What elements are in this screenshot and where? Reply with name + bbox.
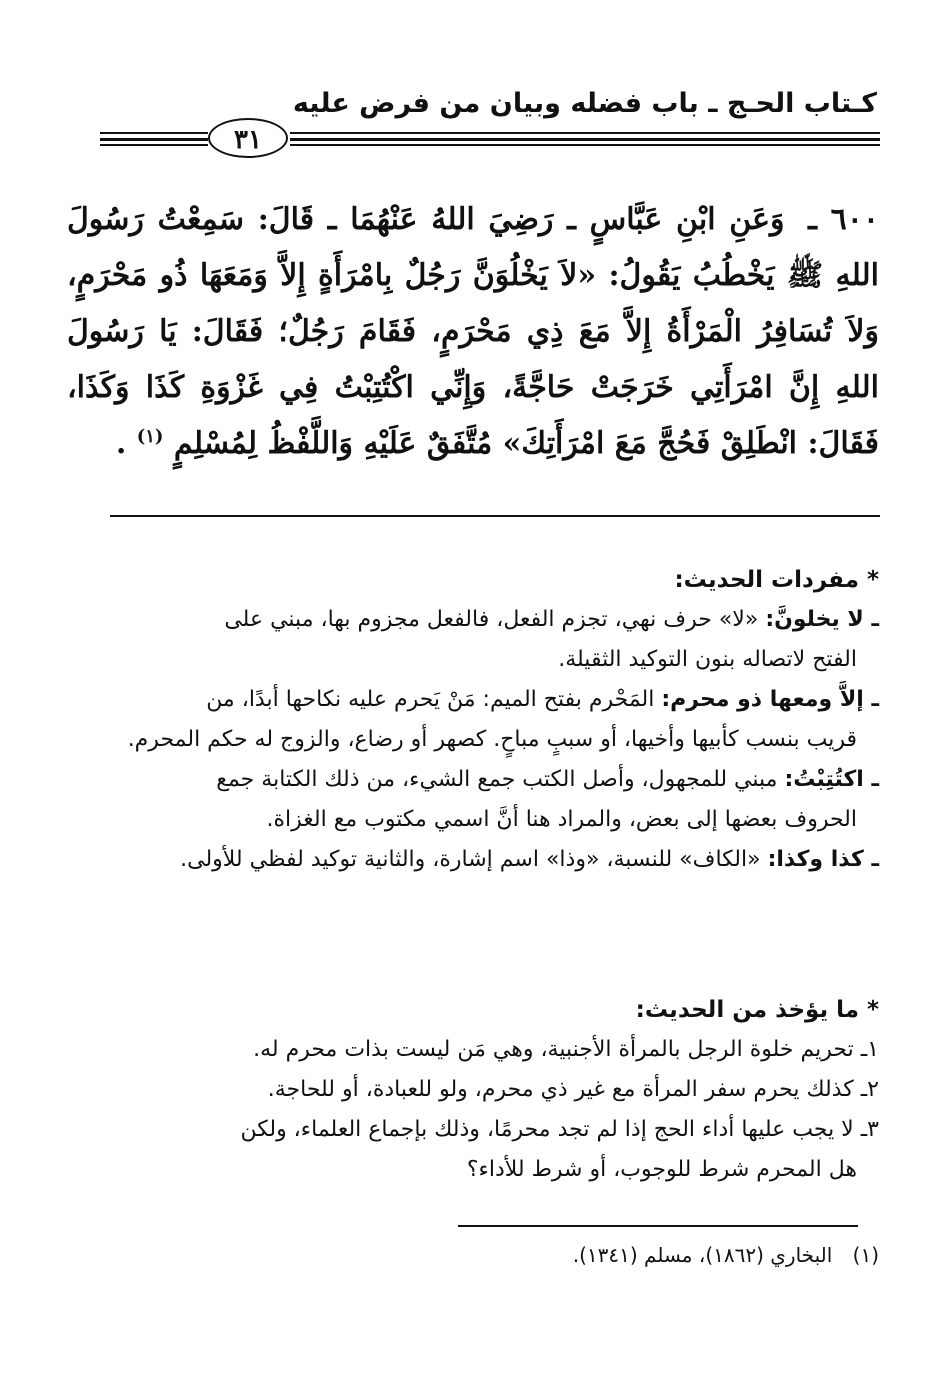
page-number: ٣١ xyxy=(208,118,288,158)
vocab-entry xyxy=(59,840,879,880)
footnote xyxy=(59,1240,879,1270)
vocab-definition: المَحْرم بفتح الميم: مَنْ يَحرم عليه نكاحها أبدًا، من xyxy=(206,687,655,712)
vocab-definition: «لا» حرف نهي، تجزم الفعل، فالفعل مجزوم بها، مبني على xyxy=(224,607,759,632)
lesson-item xyxy=(59,1110,879,1190)
section-divider xyxy=(110,515,880,517)
lesson-text: ٢ـ كذلك يحرم سفر المرأة مع غير ذي محرم، ولو للعبادة، أو للحاجة. xyxy=(267,1077,879,1102)
vocabulary-title: * مفردات الحديث: xyxy=(674,567,879,593)
footnote-mark: (١) xyxy=(852,1243,879,1267)
lesson-text: ٣ـ لا يجب عليها أداء الحج إذا لم تجد محرمًا، وذلك بإجماع العلماء، ولكن xyxy=(240,1117,879,1142)
footnote-reference[interactable]: (١) xyxy=(136,426,164,447)
vocab-entry xyxy=(59,760,879,840)
vocab-definition-continued: الحروف بعضها إلى بعض، والمراد هنا أنَّ اسمي مكتوب مع الغزاة. xyxy=(266,807,857,832)
hadith-end-mark: . xyxy=(115,426,127,461)
vocab-entry xyxy=(59,680,879,760)
hadith-number: ٦٠٠ ـ xyxy=(808,202,879,237)
running-head: كـتاب الحـج ـ باب فضله وبيان من فرض عليه xyxy=(292,88,877,119)
vocab-entry xyxy=(59,600,879,680)
lesson-text-continued: هل المحرم شرط للوجوب، أو شرط للأداء؟ xyxy=(466,1157,857,1182)
lesson-item xyxy=(59,1070,879,1110)
vocab-definition-continued: قريب بنسب كأبيها وأخيها، أو سببٍ مباحٍ. كصهر أو رضاع، والزوج له حكم المحرم. xyxy=(127,727,857,752)
lesson-item xyxy=(59,1030,879,1070)
hadith-text-block xyxy=(67,192,879,472)
lessons-title: * ما يؤخذ من الحديث: xyxy=(635,997,879,1023)
hadith-text: وَعَنِ ابْنِ عَبَّاسٍ ـ رَضِيَ اللهُ عَنْهُمَا ـ قَالَ: سَمِعْتُ رَسُولَ اللهِ ﷺ يَخْطُبُ يَقُولُ: «لاَ يَخْلُوَنَّ رَجُلٌ بِامْرَأَةٍ إِلاَّ وَمَعَهَا ذُو مَحْرَمٍ، وَلاَ تُسَافِرُ الْمَرْأَةُ إِلاَّ مَعَ ذِي مَحْرَمٍ، فَقَامَ رَجُلٌ؛ فَقَالَ: يَا رَسُولَ اللهِ إِنَّ امْرَأَتِي خَرَجَتْ حَاجَّةً، وَإِنِّي اكْتُتِبْتُ فِي غَزْوَةِ كَذَا وَكَذَا، فَقَالَ: انْطَلِقْ فَحُجَّ مَعَ امْرَأَتِكَ» مُتَّفَقٌ عَلَيْهِ وَاللَّفْظُ لِمُسْلِمٍ xyxy=(67,202,879,461)
footnote-text: البخاري (١٨٦٢)، مسلم (١٣٤١). xyxy=(572,1243,833,1267)
lessons-section xyxy=(59,990,879,1190)
vocabulary-section xyxy=(59,560,879,880)
vocab-definition-continued: الفتح لاتصاله بنون التوكيد الثقيلة. xyxy=(558,647,857,672)
vocab-definition: «الكاف» للنسبة، «وذا» اسم إشارة، والثانية توكيد لفظي للأولى. xyxy=(180,847,761,872)
vocab-term: ـ اكتُتِبْتُ: xyxy=(784,767,879,792)
vocab-term: ـ كذا وكذا: xyxy=(767,847,879,872)
vocab-term: ـ إلاَّ ومعها ذو محرم: xyxy=(661,687,879,712)
footnote-divider xyxy=(458,1225,858,1227)
vocab-definition: مبني للمجهول، وأصل الكتب جمع الشيء، من ذلك الكتابة جمع xyxy=(216,767,778,792)
header-rule-right xyxy=(290,132,880,146)
header-rule-left xyxy=(100,132,208,146)
lesson-text: ١ـ تحريم خلوة الرجل بالمرأة الأجنبية، وهي مَن ليست بذات محرم له. xyxy=(253,1037,879,1062)
vocab-term: ـ لا يخلونَّ: xyxy=(765,607,879,632)
